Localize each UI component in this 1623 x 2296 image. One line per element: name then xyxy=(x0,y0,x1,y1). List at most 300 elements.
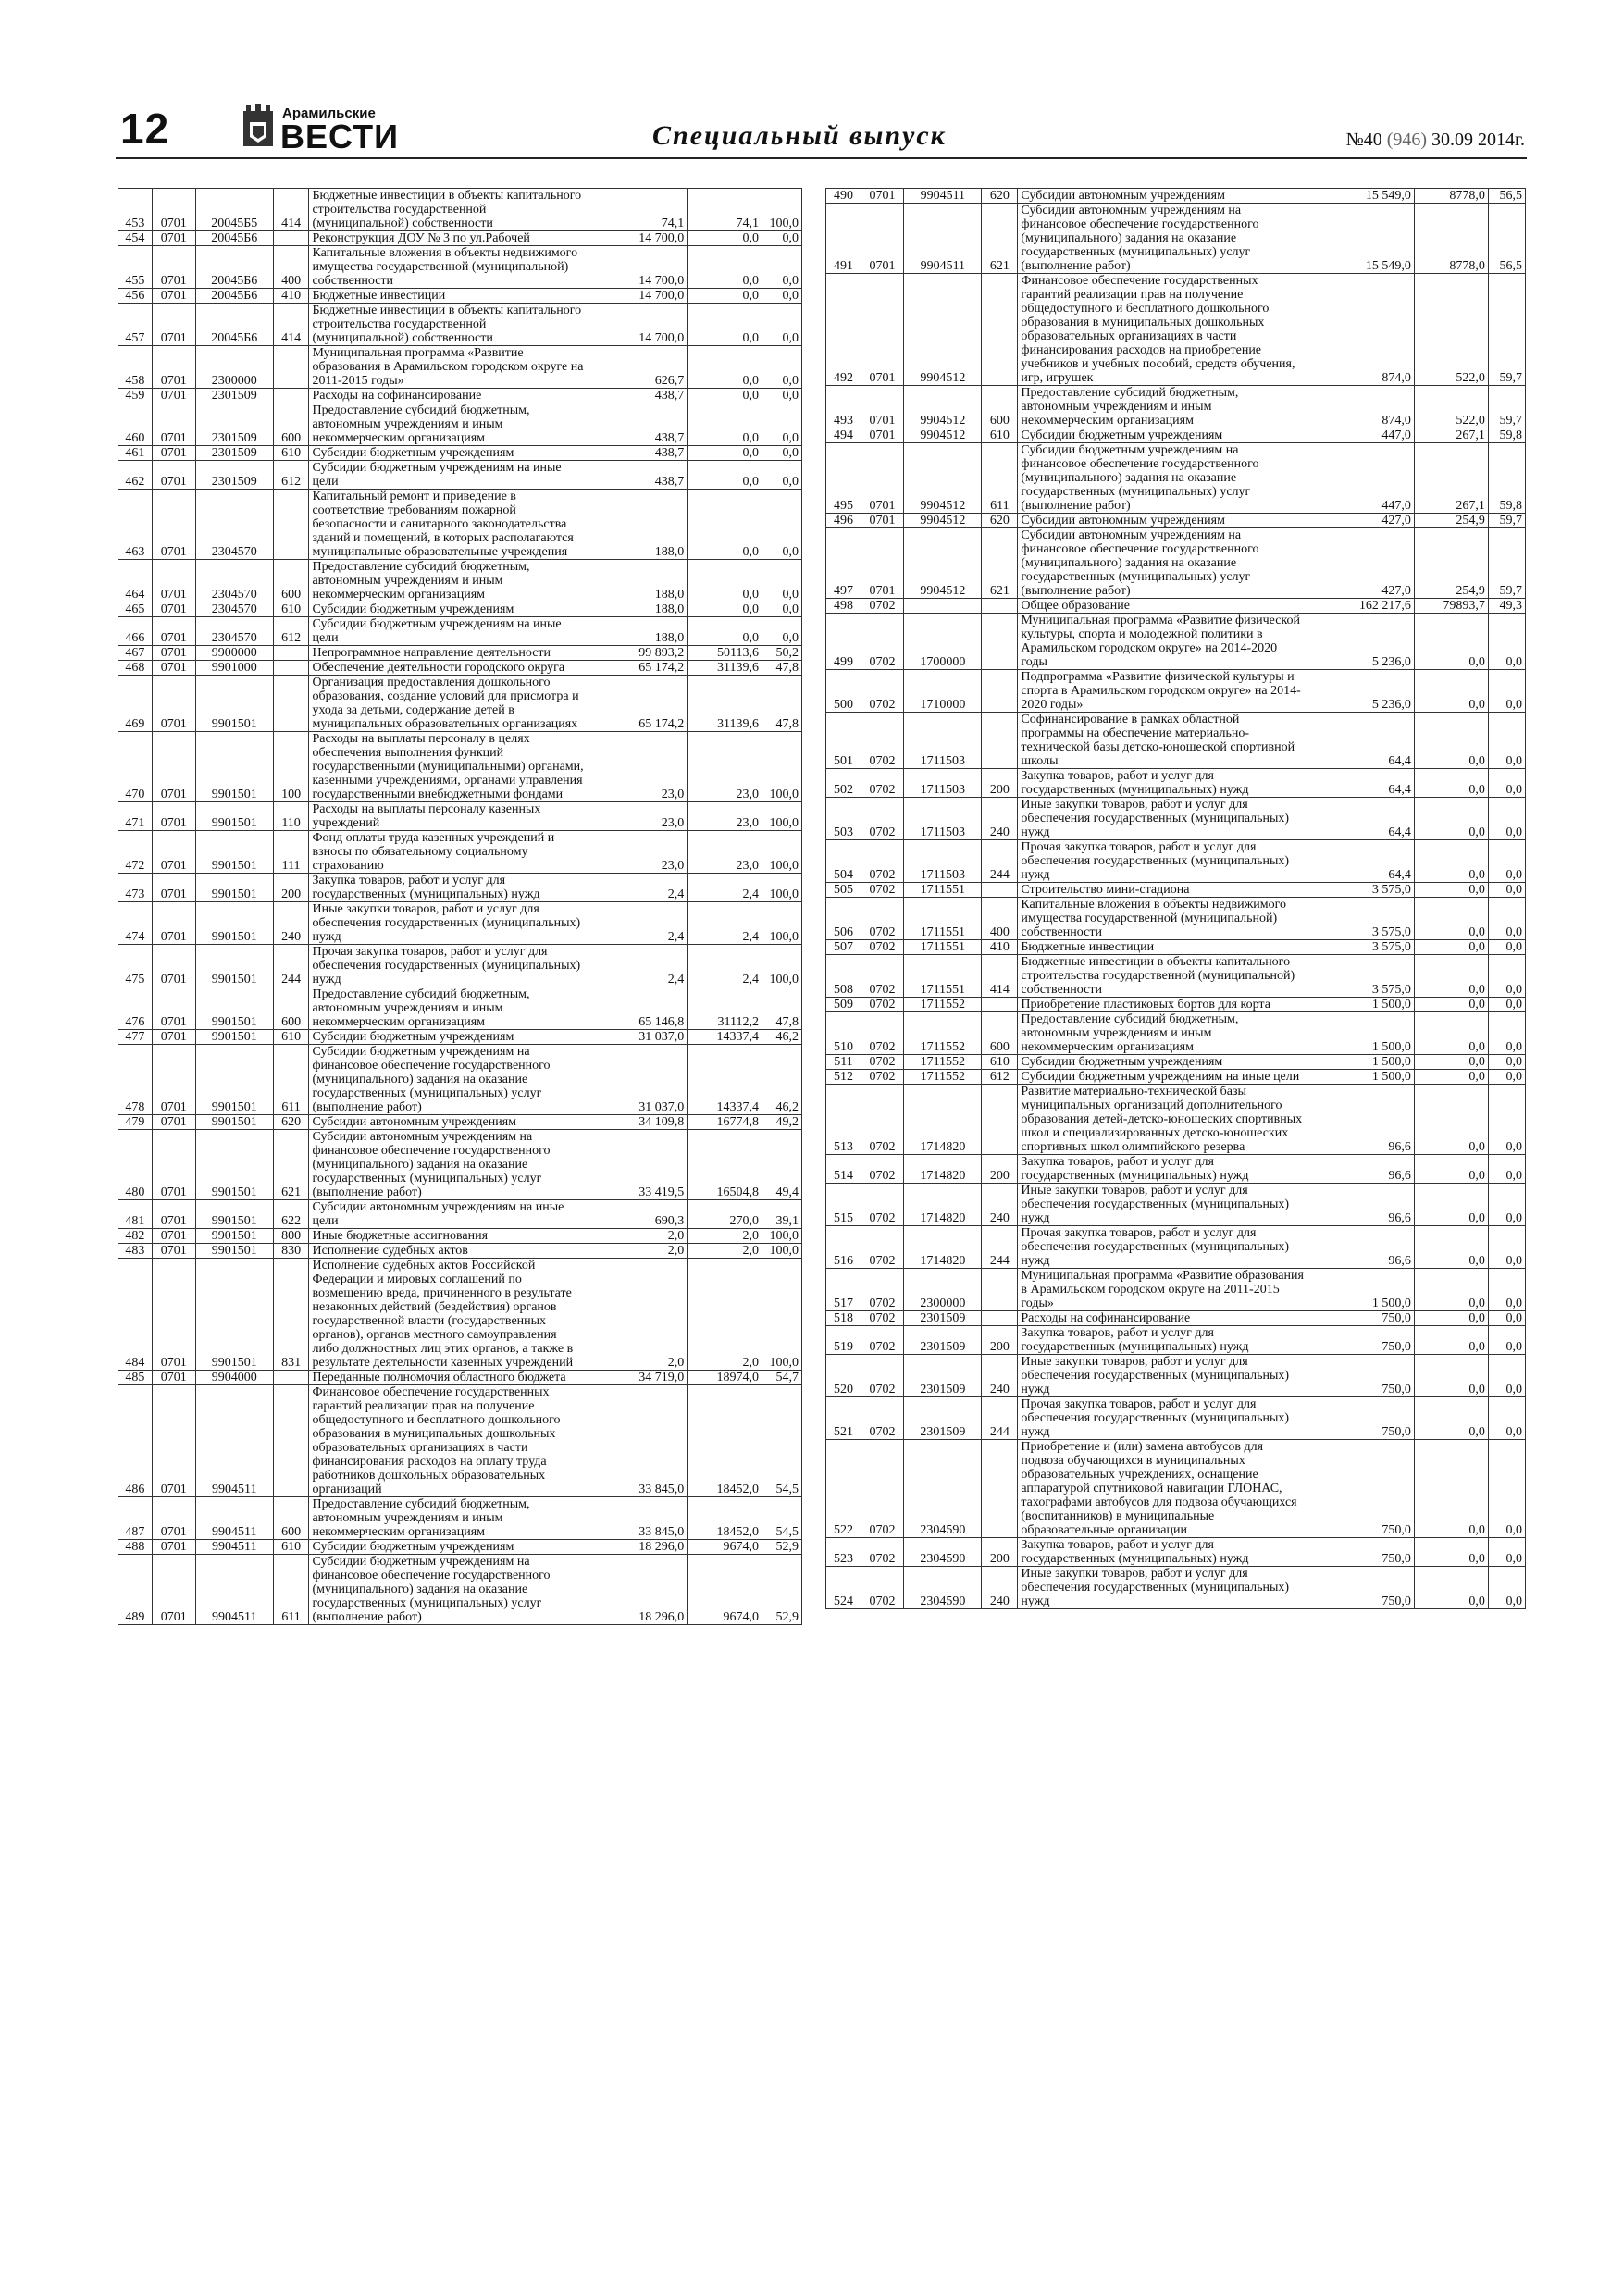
town-emblem-icon xyxy=(241,104,276,150)
target-code-cell: 9904511 xyxy=(195,1540,273,1555)
percent-cell: 0,0 xyxy=(1488,1538,1525,1567)
expense-type-cell xyxy=(982,1311,1018,1326)
section-code-cell: 0702 xyxy=(861,713,903,769)
executed-cell: 0,0 xyxy=(1414,1012,1488,1055)
executed-cell: 0,0 xyxy=(1414,840,1488,883)
percent-cell: 54,7 xyxy=(762,1371,801,1385)
budget-plan-cell: 2,4 xyxy=(588,902,688,945)
target-code-cell: 1714820 xyxy=(904,1226,982,1269)
executed-cell: 0,0 xyxy=(1414,1397,1488,1440)
table-row xyxy=(826,1055,1526,1070)
table-row xyxy=(118,1115,802,1130)
section-code-cell: 0701 xyxy=(152,1540,195,1555)
section-code-cell: 0702 xyxy=(861,898,903,940)
table-row xyxy=(826,840,1526,883)
description-cell: Субсидии автономным учреждениям xyxy=(1018,189,1307,204)
target-code-cell: 2301509 xyxy=(195,403,273,446)
row-number-cell: 478 xyxy=(118,1045,153,1115)
expense-type-cell xyxy=(982,599,1018,614)
target-code-cell: 2304570 xyxy=(195,560,273,602)
row-number-cell: 509 xyxy=(826,998,861,1012)
percent-cell: 46,2 xyxy=(762,1030,801,1045)
budget-plan-cell: 188,0 xyxy=(588,617,688,646)
table-row xyxy=(826,998,1526,1012)
budget-plan-cell: 750,0 xyxy=(1307,1567,1415,1609)
expense-type-cell: 830 xyxy=(273,1244,309,1259)
header-rule xyxy=(116,157,1527,159)
target-code-cell: 9901501 xyxy=(195,945,273,987)
percent-cell: 0,0 xyxy=(1488,713,1525,769)
description-cell: Строительство мини-стадиона xyxy=(1018,883,1307,898)
budget-plan-cell: 64,4 xyxy=(1307,769,1415,798)
target-code-cell: 20045Б6 xyxy=(195,246,273,289)
section-code-cell: 0701 xyxy=(152,1229,195,1244)
target-code-cell: 20045Б6 xyxy=(195,304,273,346)
section-code-cell: 0702 xyxy=(861,1226,903,1269)
description-cell: Муниципальная программа «Развитие физической культуры, спорта и молодежной политики в Арамильском городском округе» на 2014-2020 годы xyxy=(1018,614,1307,670)
percent-cell: 0,0 xyxy=(1488,1269,1525,1311)
expense-type-cell xyxy=(982,274,1018,386)
description-cell: Закупка товаров, работ и услуг для государственных (муниципальных) нужд xyxy=(1018,1155,1307,1184)
row-number-cell: 506 xyxy=(826,898,861,940)
logo-title: ВЕСТИ xyxy=(280,118,399,155)
description-cell: Иные закупки товаров, работ и услуг для обеспечения государственных (муниципальных) нужд xyxy=(1018,1184,1307,1226)
section-code-cell: 0702 xyxy=(861,769,903,798)
section-code-cell: 0701 xyxy=(152,945,195,987)
table-row xyxy=(826,189,1526,204)
expense-type-cell: 200 xyxy=(982,1155,1018,1184)
description-cell: Закупка товаров, работ и услуг для государственных (муниципальных) нужд xyxy=(1018,769,1307,798)
section-code-cell: 0701 xyxy=(152,617,195,646)
row-number-cell: 507 xyxy=(826,940,861,955)
section-code-cell: 0701 xyxy=(152,676,195,732)
description-cell: Субсидии автономным учреждениям на иные цели xyxy=(309,1200,588,1229)
row-number-cell: 479 xyxy=(118,1115,153,1130)
budget-plan-cell: 23,0 xyxy=(588,802,688,831)
budget-plan-cell: 188,0 xyxy=(588,560,688,602)
expense-type-cell xyxy=(982,998,1018,1012)
section-code-cell: 0701 xyxy=(861,443,903,514)
budget-plan-cell: 188,0 xyxy=(588,602,688,617)
expense-type-cell xyxy=(273,676,309,732)
target-code-cell: 9900000 xyxy=(195,646,273,661)
budget-plan-cell: 2,0 xyxy=(588,1229,688,1244)
executed-cell: 0,0 xyxy=(1414,1055,1488,1070)
table-row xyxy=(118,1259,802,1371)
table-row xyxy=(826,898,1526,940)
target-code-cell: 1711551 xyxy=(904,898,982,940)
percent-cell: 0,0 xyxy=(762,246,801,289)
section-code-cell: 0701 xyxy=(861,528,903,599)
target-code-cell: 9904512 xyxy=(904,386,982,428)
target-code-cell: 9901501 xyxy=(195,1200,273,1229)
left-table-body xyxy=(118,189,802,1625)
table-row xyxy=(118,874,802,902)
budget-plan-cell: 5 236,0 xyxy=(1307,614,1415,670)
expense-type-cell xyxy=(273,661,309,676)
row-number-cell: 520 xyxy=(826,1355,861,1397)
table-row xyxy=(826,204,1526,274)
row-number-cell: 511 xyxy=(826,1055,861,1070)
percent-cell: 49,4 xyxy=(762,1130,801,1200)
description-cell: Капитальные вложения в объекты недвижимого имущества государственной (муниципальной) собственности xyxy=(309,246,588,289)
executed-cell: 0,0 xyxy=(1414,1355,1488,1397)
executed-cell: 31139,6 xyxy=(688,676,762,732)
executed-cell: 18452,0 xyxy=(688,1385,762,1497)
description-cell: Расходы на выплаты персоналу в целях обеспечения выполнения функций государственными (муниципальными) органами, казенными учреждениями, органами управления государственными внебюджетными фондами xyxy=(309,732,588,802)
target-code-cell: 2304590 xyxy=(904,1440,982,1538)
expense-type-cell: 400 xyxy=(982,898,1018,940)
percent-cell: 52,9 xyxy=(762,1540,801,1555)
row-number-cell: 465 xyxy=(118,602,153,617)
executed-cell: 0,0 xyxy=(688,304,762,346)
executed-cell: 9674,0 xyxy=(688,1555,762,1625)
table-row xyxy=(826,1184,1526,1226)
row-number-cell: 453 xyxy=(118,189,153,231)
expense-type-cell xyxy=(273,389,309,403)
section-code-cell: 0701 xyxy=(152,1259,195,1371)
row-number-cell: 468 xyxy=(118,661,153,676)
section-code-cell: 0701 xyxy=(152,490,195,560)
table-row xyxy=(118,389,802,403)
expense-type-cell: 600 xyxy=(982,386,1018,428)
section-code-cell: 0701 xyxy=(152,831,195,874)
table-row xyxy=(826,1085,1526,1155)
target-code-cell: 20045Б5 xyxy=(195,189,273,231)
section-code-cell: 0701 xyxy=(152,646,195,661)
row-number-cell: 480 xyxy=(118,1130,153,1200)
target-code-cell: 2301509 xyxy=(195,461,273,490)
description-cell: Фонд оплаты труда казенных учреждений и взносы по обязательному социальному страхованию xyxy=(309,831,588,874)
section-code-cell: 0702 xyxy=(861,1440,903,1538)
executed-cell: 0,0 xyxy=(1414,1184,1488,1226)
table-row xyxy=(118,1244,802,1259)
percent-cell: 0,0 xyxy=(1488,1440,1525,1538)
row-number-cell: 496 xyxy=(826,514,861,528)
section-code-cell: 0701 xyxy=(152,1385,195,1497)
budget-plan-cell: 18 296,0 xyxy=(588,1555,688,1625)
executed-cell: 0,0 xyxy=(688,602,762,617)
executed-cell: 254,9 xyxy=(1414,514,1488,528)
budget-plan-cell: 1 500,0 xyxy=(1307,1070,1415,1085)
budget-plan-cell: 1 500,0 xyxy=(1307,998,1415,1012)
table-row xyxy=(826,1326,1526,1355)
percent-cell: 50,2 xyxy=(762,646,801,661)
row-number-cell: 476 xyxy=(118,987,153,1030)
budget-plan-cell: 15 549,0 xyxy=(1307,204,1415,274)
percent-cell: 0,0 xyxy=(1488,998,1525,1012)
row-number-cell: 495 xyxy=(826,443,861,514)
budget-plan-cell: 438,7 xyxy=(588,389,688,403)
row-number-cell: 515 xyxy=(826,1184,861,1226)
expense-type-cell: 610 xyxy=(273,1540,309,1555)
target-code-cell: 2304570 xyxy=(195,617,273,646)
executed-cell: 0,0 xyxy=(1414,955,1488,998)
expense-type-cell: 200 xyxy=(273,874,309,902)
row-number-cell: 518 xyxy=(826,1311,861,1326)
executed-cell: 0,0 xyxy=(1414,1326,1488,1355)
row-number-cell: 487 xyxy=(118,1497,153,1540)
expense-type-cell: 240 xyxy=(982,1355,1018,1397)
percent-cell: 0,0 xyxy=(1488,798,1525,840)
executed-cell: 267,1 xyxy=(1414,428,1488,443)
expense-type-cell xyxy=(982,1085,1018,1155)
section-code-cell: 0702 xyxy=(861,1355,903,1397)
row-number-cell: 517 xyxy=(826,1269,861,1311)
description-cell: Прочая закупка товаров, работ и услуг для обеспечения государственных (муниципальных) нужд xyxy=(1018,840,1307,883)
percent-cell: 0,0 xyxy=(1488,614,1525,670)
percent-cell: 52,9 xyxy=(762,1555,801,1625)
budget-plan-cell: 14 700,0 xyxy=(588,289,688,304)
table-row xyxy=(118,661,802,676)
row-number-cell: 493 xyxy=(826,386,861,428)
budget-plan-cell: 874,0 xyxy=(1307,386,1415,428)
row-number-cell: 492 xyxy=(826,274,861,386)
description-cell: Финансовое обеспечение государственных гарантий реализации прав на получение общедоступного и бесплатного дошкольного образования в муниципальных дошкольных образовательных организациях в части финансирования расходов на оплату труда работников дошкольных образовательных организаций xyxy=(309,1385,588,1497)
section-code-cell: 0702 xyxy=(861,1269,903,1311)
target-code-cell: 2304570 xyxy=(195,602,273,617)
percent-cell: 100,0 xyxy=(762,831,801,874)
table-row xyxy=(826,514,1526,528)
section-code-cell: 0701 xyxy=(152,732,195,802)
table-row xyxy=(826,386,1526,428)
expense-type-cell: 621 xyxy=(273,1130,309,1200)
percent-cell: 0,0 xyxy=(1488,898,1525,940)
description-cell: Субсидии автономным учреждениям на финансовое обеспечение государственного (муниципального) задания на оказание государственных (муниципальных) услуг (выполнение работ) xyxy=(309,1130,588,1200)
budget-plan-cell: 23,0 xyxy=(588,732,688,802)
target-code-cell: 2300000 xyxy=(195,346,273,389)
target-code-cell: 1710000 xyxy=(904,670,982,713)
expense-type-cell: 414 xyxy=(273,189,309,231)
description-cell: Исполнение судебных актов Российской Федерации и мировых соглашений по возмещению вреда, причиненного в результате незаконных действий (бездействия) органов государственной власти (государственных органов), органов местного самоуправления либо должностных лиц этих органов, а также в результате деятельности казенных учреждений xyxy=(309,1259,588,1371)
row-number-cell: 458 xyxy=(118,346,153,389)
row-number-cell: 460 xyxy=(118,403,153,446)
section-code-cell: 0701 xyxy=(152,189,195,231)
row-number-cell: 467 xyxy=(118,646,153,661)
row-number-cell: 481 xyxy=(118,1200,153,1229)
description-cell: Закупка товаров, работ и услуг для государственных (муниципальных) нужд xyxy=(309,874,588,902)
table-row xyxy=(118,831,802,874)
table-row xyxy=(826,1269,1526,1311)
budget-plan-cell: 31 037,0 xyxy=(588,1045,688,1115)
budget-plan-cell: 750,0 xyxy=(1307,1538,1415,1567)
description-cell: Субсидии автономным учреждениям на финансовое обеспечение государственного (муниципального) задания на оказание государственных (муниципальных) услуг (выполнение работ) xyxy=(1018,528,1307,599)
description-cell: Иные закупки товаров, работ и услуг для обеспечения государственных (муниципальных) нужд xyxy=(1018,1567,1307,1609)
section-code-cell: 0702 xyxy=(861,1184,903,1226)
percent-cell: 49,3 xyxy=(1488,599,1525,614)
executed-cell: 2,0 xyxy=(688,1229,762,1244)
section-code-cell: 0701 xyxy=(152,661,195,676)
table-row xyxy=(826,1012,1526,1055)
percent-cell: 0,0 xyxy=(1488,1397,1525,1440)
row-number-cell: 521 xyxy=(826,1397,861,1440)
target-code-cell: 9904512 xyxy=(904,274,982,386)
table-row xyxy=(826,274,1526,386)
special-issue-title: Специальный выпуск xyxy=(652,120,947,151)
executed-cell: 254,9 xyxy=(1414,528,1488,599)
percent-cell: 54,5 xyxy=(762,1385,801,1497)
budget-plan-cell: 65 146,8 xyxy=(588,987,688,1030)
budget-plan-cell: 750,0 xyxy=(1307,1355,1415,1397)
percent-cell: 0,0 xyxy=(762,346,801,389)
target-code-cell: 9901501 xyxy=(195,732,273,802)
description-cell: Капитальные вложения в объекты недвижимого имущества государственной (муниципальной) собственности xyxy=(1018,898,1307,940)
executed-cell: 50113,6 xyxy=(688,646,762,661)
table-row xyxy=(118,732,802,802)
row-number-cell: 466 xyxy=(118,617,153,646)
table-row xyxy=(826,1440,1526,1538)
budget-plan-cell: 33 419,5 xyxy=(588,1130,688,1200)
section-code-cell: 0701 xyxy=(152,1555,195,1625)
description-cell: Бюджетные инвестиции xyxy=(1018,940,1307,955)
executed-cell: 0,0 xyxy=(688,560,762,602)
expense-type-cell xyxy=(273,1385,309,1497)
row-number-cell: 490 xyxy=(826,189,861,204)
table-row xyxy=(118,646,802,661)
expense-type-cell: 610 xyxy=(273,602,309,617)
executed-cell: 0,0 xyxy=(688,246,762,289)
target-code-cell: 9904512 xyxy=(904,514,982,528)
section-code-cell: 0701 xyxy=(152,902,195,945)
description-cell: Субсидии бюджетным учреждениям xyxy=(309,1030,588,1045)
expense-type-cell: 612 xyxy=(982,1070,1018,1085)
description-cell: Закупка товаров, работ и услуг для государственных (муниципальных) нужд xyxy=(1018,1538,1307,1567)
executed-cell: 0,0 xyxy=(1414,1567,1488,1609)
description-cell: Бюджетные инвестиции в объекты капитального строительства государственной (муниципальной) собственности xyxy=(1018,955,1307,998)
executed-cell: 74,1 xyxy=(688,189,762,231)
issue-number: №40 xyxy=(1345,130,1382,150)
description-cell: Реконструкция ДОУ № 3 по ул.Рабочей xyxy=(309,231,588,246)
executed-cell: 0,0 xyxy=(688,389,762,403)
table-row xyxy=(826,1538,1526,1567)
target-code-cell: 9904512 xyxy=(904,443,982,514)
budget-plan-cell: 447,0 xyxy=(1307,443,1415,514)
table-row xyxy=(826,883,1526,898)
description-cell: Предоставление субсидий бюджетным, автономным учреждениям и иным некоммерческим организациям xyxy=(309,1497,588,1540)
expense-type-cell xyxy=(982,883,1018,898)
executed-cell: 0,0 xyxy=(688,231,762,246)
table-row xyxy=(118,602,802,617)
expense-type-cell xyxy=(982,1269,1018,1311)
section-code-cell: 0702 xyxy=(861,940,903,955)
issue-date: 30.09 2014г. xyxy=(1431,130,1525,150)
budget-plan-cell: 427,0 xyxy=(1307,528,1415,599)
section-code-cell: 0702 xyxy=(861,1012,903,1055)
expense-type-cell: 621 xyxy=(982,528,1018,599)
executed-cell: 23,0 xyxy=(688,732,762,802)
percent-cell: 100,0 xyxy=(762,1229,801,1244)
description-cell: Муниципальная программа «Развитие образования в Арамильском городском округе на 2011-2015 годы» xyxy=(309,346,588,389)
budget-plan-cell: 14 700,0 xyxy=(588,231,688,246)
budget-plan-cell: 64,4 xyxy=(1307,713,1415,769)
table-row xyxy=(826,1311,1526,1326)
target-code-cell: 1714820 xyxy=(904,1085,982,1155)
row-number-cell: 514 xyxy=(826,1155,861,1184)
budget-plan-cell: 750,0 xyxy=(1307,1311,1415,1326)
section-code-cell: 0701 xyxy=(152,874,195,902)
table-row xyxy=(118,1371,802,1385)
section-code-cell: 0702 xyxy=(861,599,903,614)
percent-cell: 59,7 xyxy=(1488,514,1525,528)
target-code-cell: 9904512 xyxy=(904,428,982,443)
budget-plan-cell: 626,7 xyxy=(588,346,688,389)
section-code-cell: 0702 xyxy=(861,1326,903,1355)
executed-cell: 2,4 xyxy=(688,874,762,902)
percent-cell: 59,7 xyxy=(1488,274,1525,386)
section-code-cell: 0701 xyxy=(861,189,903,204)
section-code-cell: 0701 xyxy=(152,1115,195,1130)
expense-type-cell xyxy=(982,1440,1018,1538)
description-cell: Бюджетные инвестиции в объекты капитального строительства государственной (муниципальной) собственности xyxy=(309,304,588,346)
budget-plan-cell: 447,0 xyxy=(1307,428,1415,443)
section-code-cell: 0701 xyxy=(861,274,903,386)
percent-cell: 0,0 xyxy=(762,446,801,461)
table-row xyxy=(826,769,1526,798)
description-cell: Субсидии бюджетным учреждениям на иные цели xyxy=(1018,1070,1307,1085)
description-cell: Субсидии автономным учреждениям на финансовое обеспечение государственного (муниципального) задания на оказание государственных (муниципальных) услуг (выполнение работ) xyxy=(1018,204,1307,274)
percent-cell: 0,0 xyxy=(1488,1326,1525,1355)
expense-type-cell: 600 xyxy=(273,987,309,1030)
target-code-cell: 9901501 xyxy=(195,1244,273,1259)
row-number-cell: 455 xyxy=(118,246,153,289)
row-number-cell: 474 xyxy=(118,902,153,945)
percent-cell: 100,0 xyxy=(762,1244,801,1259)
target-code-cell: 2301509 xyxy=(904,1397,982,1440)
percent-cell: 0,0 xyxy=(762,231,801,246)
target-code-cell: 1711551 xyxy=(904,883,982,898)
description-cell: Субсидии бюджетным учреждениям xyxy=(1018,1055,1307,1070)
table-row xyxy=(118,231,802,246)
row-number-cell: 508 xyxy=(826,955,861,998)
expense-type-cell: 410 xyxy=(273,289,309,304)
expense-type-cell: 800 xyxy=(273,1229,309,1244)
percent-cell: 0,0 xyxy=(1488,1055,1525,1070)
budget-plan-cell: 74,1 xyxy=(588,189,688,231)
executed-cell: 0,0 xyxy=(1414,898,1488,940)
row-number-cell: 470 xyxy=(118,732,153,802)
percent-cell: 0,0 xyxy=(762,304,801,346)
expense-type-cell: 610 xyxy=(982,1055,1018,1070)
expense-type-cell: 600 xyxy=(982,1012,1018,1055)
percent-cell: 0,0 xyxy=(762,289,801,304)
budget-plan-cell: 3 575,0 xyxy=(1307,940,1415,955)
percent-cell: 46,2 xyxy=(762,1045,801,1115)
executed-cell: 18974,0 xyxy=(688,1371,762,1385)
section-code-cell: 0702 xyxy=(861,614,903,670)
expense-type-cell: 240 xyxy=(273,902,309,945)
row-number-cell: 498 xyxy=(826,599,861,614)
budget-plan-cell: 14 700,0 xyxy=(588,304,688,346)
target-code-cell: 9901000 xyxy=(195,661,273,676)
budget-table-right xyxy=(825,188,1526,1609)
expense-type-cell xyxy=(273,1371,309,1385)
description-cell: Субсидии бюджетным учреждениям xyxy=(309,1540,588,1555)
percent-cell: 59,8 xyxy=(1488,443,1525,514)
section-code-cell: 0702 xyxy=(861,670,903,713)
row-number-cell: 501 xyxy=(826,713,861,769)
row-number-cell: 477 xyxy=(118,1030,153,1045)
row-number-cell: 491 xyxy=(826,204,861,274)
budget-plan-cell: 438,7 xyxy=(588,403,688,446)
page-header xyxy=(116,93,1527,159)
section-code-cell: 0701 xyxy=(152,987,195,1030)
executed-cell: 0,0 xyxy=(1414,1226,1488,1269)
row-number-cell: 461 xyxy=(118,446,153,461)
percent-cell: 47,8 xyxy=(762,661,801,676)
issue-total: (946) xyxy=(1386,130,1428,150)
executed-cell: 0,0 xyxy=(1414,798,1488,840)
description-cell: Расходы на софинансирование xyxy=(309,389,588,403)
